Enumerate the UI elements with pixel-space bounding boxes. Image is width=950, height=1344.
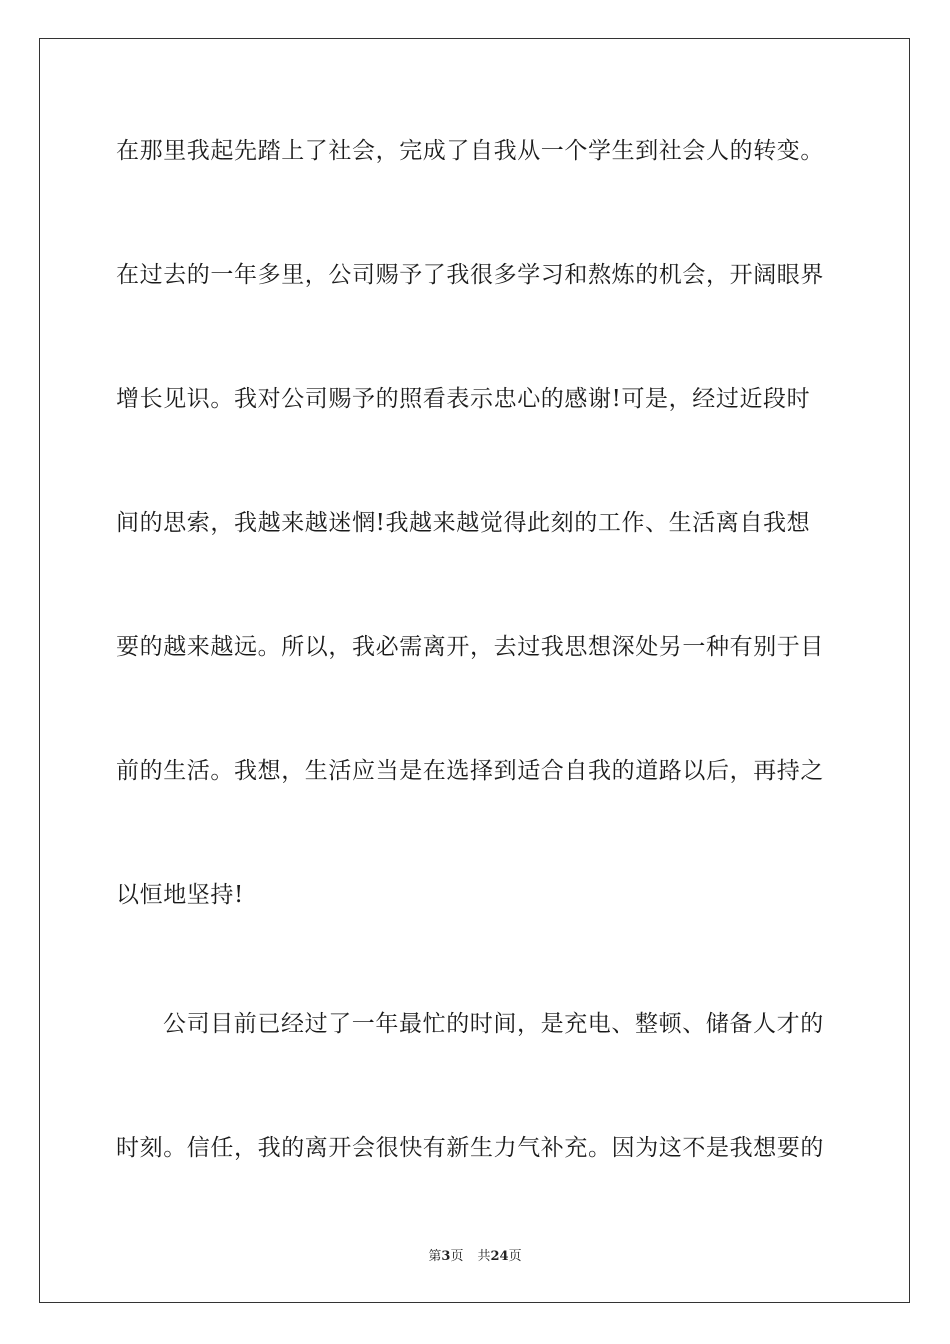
text-line-1: 在那里我起先踏上了社会，完成了自我从一个学生到社会人的转变。	[116, 138, 824, 164]
total-prefix: 共	[477, 1249, 491, 1264]
text-line-9: 时刻。信任，我的离开会很快有新生力气补充。因为这不是我想要的	[116, 1135, 824, 1161]
current-page-number: 3	[441, 1249, 451, 1264]
page-border	[39, 38, 910, 1303]
text-line-7: 以恒地坚持!	[116, 882, 244, 908]
page-prefix: 第	[428, 1249, 442, 1264]
total-suffix: 页	[508, 1249, 522, 1264]
paragraph-start-line: 公司目前已经过了一年最忙的时间，是充电、整顿、储备人才的	[163, 1011, 824, 1037]
text-line-3: 增长见识。我对公司赐予的照看表示忠心的感谢!可是，经过近段时	[116, 386, 811, 412]
page-footer	[0, 1248, 950, 1266]
page-suffix: 页	[450, 1249, 464, 1264]
total-page-count: 24	[490, 1249, 509, 1264]
text-line-2: 在过去的一年多里，公司赐予了我很多学习和熬炼的机会，开阔眼界	[116, 262, 824, 288]
text-line-4: 间的思索，我越来越迷惘!我越来越觉得此刻的工作、生活离自我想	[116, 510, 811, 536]
text-line-6: 前的生活。我想，生活应当是在选择到适合自我的道路以后，再持之	[116, 758, 824, 784]
text-line-5: 要的越来越远。所以，我必需离开，去过我思想深处另一种有别于目	[116, 634, 824, 660]
